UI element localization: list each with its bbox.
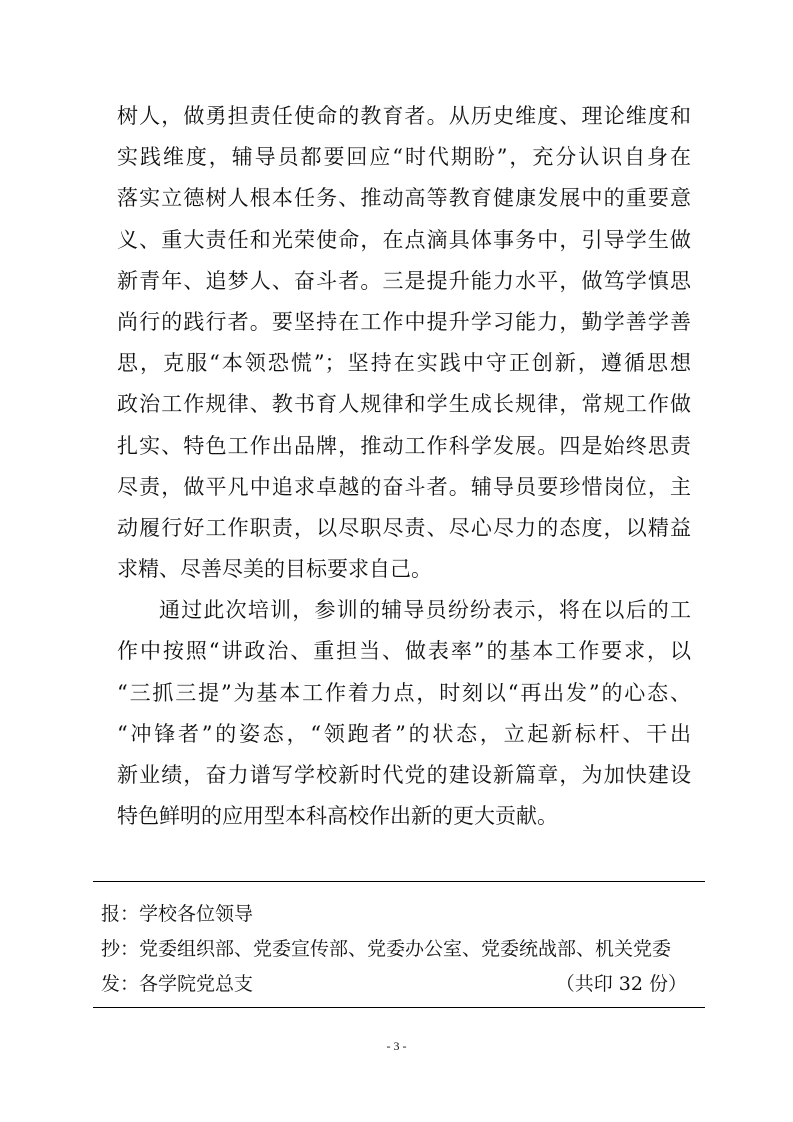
paragraph-start-line: 通过此次培训，参训的辅导员纷纷表示，将在以后的工 (159, 598, 691, 623)
body-line: 新业绩，奋力谱写学校新时代党的建设新篇章，为加快建设 (117, 763, 691, 787)
page-number: - 3 - (386, 1039, 407, 1053)
body-line: 政治工作规律、教书育人规律和学生成长规律，常规工作做 (117, 392, 691, 417)
body-line: 实践维度，辅导员都要回应“时代期盼”，充分认识自身在 (117, 145, 691, 170)
body-line: 义、重大责任和光荣使命，在点滴具体事务中，引导学生做 (117, 227, 691, 252)
report-to-text: 报：学校各位领导 (101, 903, 254, 925)
send-to-row (101, 966, 687, 1002)
copy-to-row (101, 931, 687, 967)
body-line: 落实立德树人根本任务、推动高等教育健康发展中的重要意 (117, 186, 691, 211)
body-line: 树人，做勇担责任使命的教育者。从历史维度、理论维度和 (117, 104, 691, 128)
body-line: 特色鲜明的应用型本科高校作出新的更大贡献。 (117, 804, 558, 829)
body-line: 求精、尽善尽美的目标要求自己。 (117, 557, 432, 582)
body-line: “三抓三提”为基本工作着力点，时刻以“再出发”的心态、 (117, 680, 691, 705)
print-copies-note: （共印 32 份） (555, 973, 687, 995)
body-line: 动履行好工作职责，以尽职尽责、尽心尽力的态度，以精益 (117, 515, 691, 540)
distribution-bottom-rule (93, 1007, 705, 1008)
document-body (117, 96, 691, 837)
body-line: 尚行的践行者。要坚持在工作中提升学习能力，勤学善学善 (117, 309, 691, 334)
body-line: 作中按照“讲政治、重担当、做表率”的基本工作要求，以 (117, 639, 691, 664)
send-to-text: 发：各学院党总支 (101, 973, 254, 995)
copy-to-text: 抄：党委组织部、党委宣传部、党委办公室、党委统战部、机关党委 (101, 938, 672, 960)
body-line: “冲锋者”的姿态，“领跑者”的状态，立起新标杆、干出 (117, 721, 691, 746)
body-line: 思，克服“本领恐慌”；坚持在实践中守正创新，遵循思想 (117, 351, 691, 376)
body-line: 扎实、特色工作出品牌，推动工作科学发展。四是始终思责 (117, 433, 691, 458)
report-to-row (101, 896, 687, 932)
body-line: 新青年、追梦人、奋斗者。三是提升能力水平，做笃学慎思 (117, 268, 691, 293)
body-line: 尽责，做平凡中追求卓越的奋斗者。辅导员要珍惜岗位，主 (117, 474, 691, 499)
distribution-top-rule (93, 881, 705, 882)
